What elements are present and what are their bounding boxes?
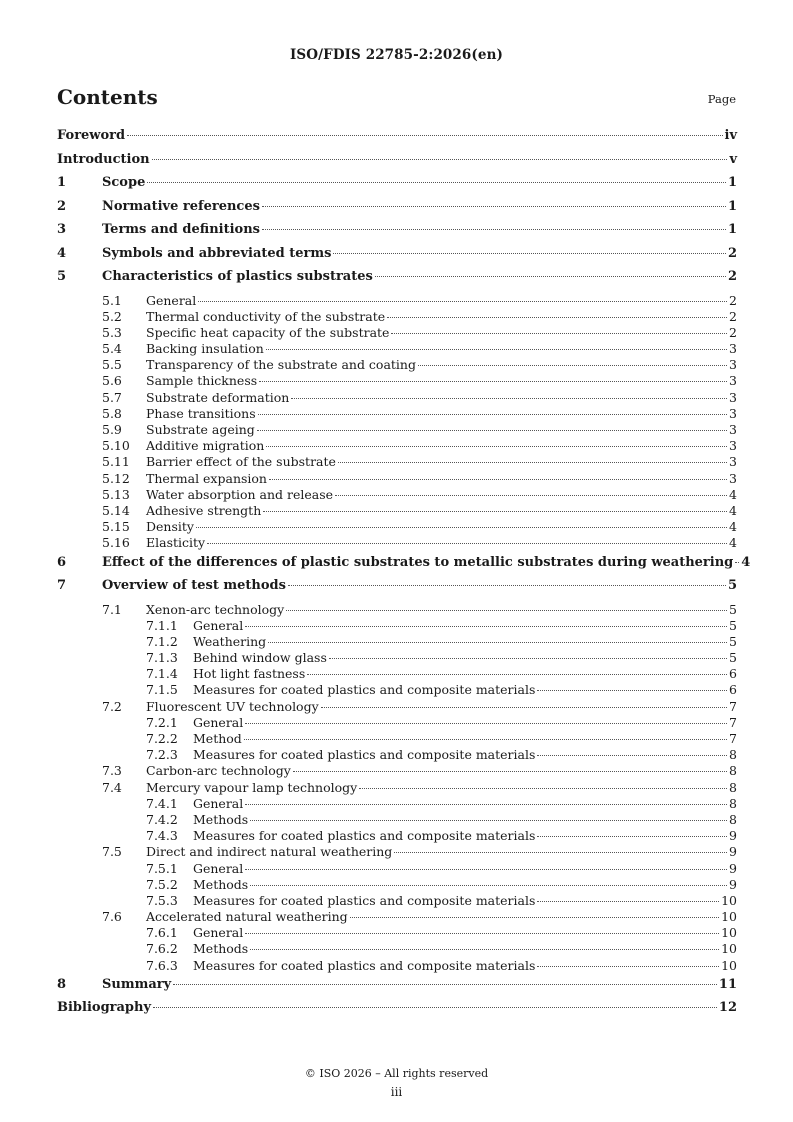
toc-entry-title[interactable]: Carbon-arc technology bbox=[146, 763, 291, 779]
toc-entry-title[interactable]: General bbox=[193, 795, 244, 811]
toc-entry-number: 6 bbox=[57, 554, 67, 570]
toc-entry[interactable] bbox=[57, 246, 737, 270]
toc-entry[interactable] bbox=[57, 828, 737, 844]
page-number: iii bbox=[390, 1085, 403, 1099]
toc-entry-number: 5.10 bbox=[102, 438, 130, 454]
toc-entry-number: 7.6.1 bbox=[146, 925, 178, 941]
toc-entry-title[interactable]: Additive migration bbox=[146, 438, 265, 454]
toc-entry[interactable] bbox=[57, 554, 751, 579]
toc-entry-page[interactable]: 5 bbox=[729, 633, 737, 649]
toc-entry-page[interactable]: 8 bbox=[729, 811, 737, 827]
toc-entry[interactable] bbox=[57, 715, 737, 731]
toc-entry-title[interactable]: General bbox=[193, 925, 244, 941]
toc-entry-number: 7.5.2 bbox=[146, 876, 178, 892]
toc-entry[interactable] bbox=[57, 893, 737, 909]
toc-entry[interactable] bbox=[57, 422, 737, 438]
toc-entry-title[interactable]: Thermal expansion bbox=[146, 470, 267, 486]
toc-entry[interactable] bbox=[57, 763, 737, 779]
toc-entry[interactable] bbox=[57, 175, 737, 199]
toc-entry-number: 5.12 bbox=[102, 470, 130, 486]
toc-entry-number: 5.1 bbox=[102, 292, 122, 308]
toc-entry[interactable] bbox=[57, 471, 737, 487]
dot-leader bbox=[537, 836, 727, 837]
dot-leader bbox=[537, 690, 727, 691]
toc-entry-page[interactable]: 10 bbox=[721, 909, 737, 925]
toc-entry-page[interactable]: 3 bbox=[729, 341, 737, 357]
toc-entry-page[interactable]: 3 bbox=[729, 470, 737, 486]
toc-entry-title[interactable]: General bbox=[193, 714, 244, 730]
toc-entry-page[interactable]: 2 bbox=[729, 308, 737, 324]
dot-leader bbox=[307, 674, 727, 675]
toc-entry-number: 2 bbox=[57, 198, 67, 214]
dot-leader bbox=[537, 966, 719, 967]
dot-leader bbox=[288, 585, 726, 586]
toc-entry-number: 7.6 bbox=[102, 909, 122, 925]
toc-entry-number: 5.2 bbox=[102, 308, 122, 324]
toc-entry-title[interactable]: Elasticity bbox=[146, 535, 206, 551]
toc-entry-number: 7.6.3 bbox=[146, 957, 178, 973]
toc-entry-title[interactable]: Fluorescent UV technology bbox=[146, 698, 319, 714]
toc-entry-number: 5.8 bbox=[102, 405, 122, 421]
toc-entry-title[interactable]: Hot light fastness bbox=[193, 666, 306, 682]
toc-entry-page[interactable]: 2 bbox=[727, 245, 737, 261]
toc-entry-page[interactable]: 2 bbox=[729, 324, 737, 340]
toc-entry[interactable] bbox=[57, 152, 737, 176]
toc-entry-page[interactable]: 8 bbox=[729, 779, 737, 795]
toc-entry-number: 5.15 bbox=[102, 519, 130, 535]
dot-leader bbox=[394, 852, 727, 853]
toc-entry[interactable] bbox=[57, 780, 737, 796]
toc-entry-number: 7.1.4 bbox=[146, 666, 178, 682]
toc-entry-page[interactable]: 10 bbox=[721, 957, 737, 973]
toc-entry[interactable] bbox=[57, 925, 737, 941]
toc-entry[interactable] bbox=[57, 682, 737, 698]
dot-leader bbox=[198, 301, 727, 302]
dot-leader bbox=[250, 949, 719, 950]
toc-entry[interactable] bbox=[57, 812, 737, 828]
toc-entry[interactable] bbox=[57, 503, 737, 519]
toc-entry-page[interactable]: 4 bbox=[729, 502, 737, 518]
toc-entry-title[interactable]: Measures for coated plastics and composite materials bbox=[193, 957, 536, 973]
toc-entry-title[interactable]: Accelerated natural weathering bbox=[146, 909, 348, 925]
toc-entry-title[interactable]: Backing insulation bbox=[146, 341, 264, 357]
dot-leader bbox=[286, 610, 727, 611]
toc-entry-number: 7.4.2 bbox=[146, 811, 178, 827]
toc-entry-title[interactable]: Thermal conductivity of the substrate bbox=[146, 308, 386, 324]
toc-entry[interactable] bbox=[57, 796, 737, 812]
toc-entry-number: 7.5.3 bbox=[146, 892, 178, 908]
dot-leader bbox=[333, 253, 725, 254]
toc-entry-title[interactable]: Methods bbox=[193, 811, 249, 827]
toc-entry-title[interactable]: Transparency of the substrate and coating bbox=[146, 357, 416, 373]
toc-entry-number: 5.11 bbox=[102, 454, 130, 470]
toc-entry-number: 7.5.1 bbox=[146, 860, 178, 876]
toc-entry[interactable] bbox=[57, 373, 737, 389]
toc-entry-page[interactable]: 5 bbox=[727, 578, 737, 593]
toc-entry-title[interactable]: General bbox=[193, 860, 244, 876]
dot-leader bbox=[250, 885, 727, 886]
toc-entry-title[interactable]: Density bbox=[146, 519, 194, 535]
dot-leader bbox=[258, 414, 727, 415]
toc-entry-page[interactable]: 3 bbox=[729, 454, 737, 470]
toc-entry-title[interactable]: Substrate ageing bbox=[146, 422, 255, 437]
toc-entry-page[interactable]: 1 bbox=[727, 198, 737, 214]
toc-entry-title[interactable]: Mercury vapour lamp technology bbox=[146, 779, 358, 795]
toc-entry-number: 5.4 bbox=[102, 341, 122, 357]
toc-entry-title[interactable]: Symbols and abbreviated terms bbox=[102, 245, 332, 261]
toc-entry-title[interactable]: Sample thickness bbox=[146, 373, 258, 389]
toc-entry-title[interactable]: Foreword bbox=[57, 128, 126, 143]
toc-entry-page[interactable]: 5 bbox=[729, 650, 737, 666]
toc-entry-page[interactable]: 9 bbox=[729, 860, 737, 876]
toc-entry[interactable] bbox=[57, 602, 737, 618]
toc-entry-page[interactable]: 2 bbox=[729, 292, 737, 308]
toc-entry-number: 7.5 bbox=[102, 844, 122, 860]
toc-entry-page[interactable]: 9 bbox=[729, 828, 737, 844]
toc-entry-number: 5.16 bbox=[102, 535, 130, 551]
toc-entry-title[interactable]: Behind window glass bbox=[193, 650, 327, 666]
toc-entry-title[interactable]: Weathering bbox=[193, 633, 267, 649]
toc-entry-title[interactable]: Methods bbox=[193, 876, 249, 892]
toc-entry-page[interactable]: 8 bbox=[729, 763, 737, 779]
dot-leader bbox=[153, 1007, 717, 1008]
dot-leader bbox=[338, 462, 727, 463]
toc-entry-number: 5.5 bbox=[102, 357, 122, 373]
toc-entry-page[interactable]: 5 bbox=[729, 617, 737, 633]
toc-entry-number: 8 bbox=[57, 976, 67, 992]
toc-entry-page[interactable]: 5 bbox=[729, 601, 737, 617]
dot-leader bbox=[359, 788, 727, 789]
toc-entry-title[interactable]: Method bbox=[193, 731, 242, 746]
toc-entry-number: 5.6 bbox=[102, 373, 122, 389]
dot-leader bbox=[244, 739, 727, 740]
toc-entry-title[interactable]: Water absorption and release bbox=[146, 486, 334, 502]
toc-entry-page[interactable]: iv bbox=[724, 128, 737, 143]
toc-entry-number: 5 bbox=[57, 269, 67, 284]
toc-entry-title[interactable]: Measures for coated plastics and composite materials bbox=[193, 682, 536, 698]
toc-entry-page[interactable]: 8 bbox=[729, 795, 737, 811]
dot-leader bbox=[321, 707, 727, 708]
toc-entry-page[interactable]: 11 bbox=[718, 976, 737, 992]
dot-leader bbox=[350, 917, 719, 918]
toc-entry-page[interactable]: 3 bbox=[729, 438, 737, 454]
toc-entry-page[interactable]: v bbox=[729, 151, 737, 167]
toc-entry-title[interactable]: Direct and indirect natural weathering bbox=[146, 844, 393, 860]
toc-entry[interactable] bbox=[57, 341, 737, 357]
toc-entry[interactable] bbox=[57, 269, 737, 293]
table-of-contents bbox=[57, 128, 751, 1024]
toc-entry-title[interactable]: Substrate deformation bbox=[146, 389, 290, 405]
toc-entry-title[interactable]: Methods bbox=[193, 941, 249, 957]
toc-entry-page[interactable]: 10 bbox=[721, 892, 737, 908]
dot-leader bbox=[245, 626, 727, 627]
toc-entry[interactable] bbox=[57, 519, 737, 535]
toc-entry-page[interactable]: 3 bbox=[729, 389, 737, 405]
toc-entry[interactable] bbox=[57, 731, 737, 747]
toc-entry-number: 7.4.1 bbox=[146, 795, 178, 811]
dot-leader bbox=[266, 446, 727, 447]
toc-entry-number: 4 bbox=[57, 245, 67, 261]
toc-entry-number: 5.9 bbox=[102, 422, 122, 437]
page-column-label: Page bbox=[707, 92, 736, 106]
toc-entry[interactable] bbox=[57, 438, 737, 454]
dot-leader bbox=[537, 755, 727, 756]
dot-leader bbox=[335, 495, 727, 496]
dot-leader bbox=[268, 642, 727, 643]
toc-entry-number: 7 bbox=[57, 578, 67, 593]
dot-leader bbox=[173, 984, 717, 985]
dot-leader bbox=[250, 820, 727, 821]
toc-entry-number: 7.3 bbox=[102, 763, 122, 779]
toc-entry-number: 5.7 bbox=[102, 389, 122, 405]
toc-entry-number: 5.13 bbox=[102, 486, 130, 502]
dot-leader bbox=[196, 527, 727, 528]
dot-leader bbox=[418, 365, 727, 366]
dot-leader bbox=[147, 182, 726, 183]
dot-leader bbox=[262, 206, 726, 207]
dot-leader bbox=[537, 901, 719, 902]
dot-leader bbox=[375, 276, 726, 277]
dot-leader bbox=[269, 479, 727, 480]
toc-entry-title[interactable]: Bibliography bbox=[57, 1000, 152, 1016]
toc-entry[interactable] bbox=[57, 390, 737, 406]
toc-entry-number: 7.1.5 bbox=[146, 682, 178, 698]
toc-entry[interactable] bbox=[57, 293, 737, 309]
toc-entry-page[interactable]: 6 bbox=[729, 682, 737, 698]
toc-entry-number: 1 bbox=[57, 175, 67, 190]
dot-leader bbox=[245, 933, 719, 934]
toc-entry[interactable] bbox=[57, 877, 737, 893]
toc-entry-title[interactable]: Terms and definitions bbox=[102, 222, 260, 237]
dot-leader bbox=[257, 430, 727, 431]
toc-entry[interactable] bbox=[57, 325, 737, 341]
dot-leader bbox=[735, 562, 739, 563]
dot-leader bbox=[391, 333, 727, 334]
toc-entry-title[interactable]: Adhesive strength bbox=[146, 502, 262, 518]
toc-entry-number: 7.2.3 bbox=[146, 747, 178, 763]
toc-entry[interactable] bbox=[57, 666, 737, 682]
toc-entry-title[interactable]: Barrier effect of the substrate bbox=[146, 454, 336, 470]
toc-entry-page[interactable]: 1 bbox=[727, 175, 737, 190]
toc-entry[interactable] bbox=[57, 958, 737, 974]
toc-entry-title[interactable]: Phase transitions bbox=[146, 405, 256, 421]
toc-entry-page[interactable]: 3 bbox=[729, 422, 737, 437]
dot-leader bbox=[387, 317, 727, 318]
toc-entry-title[interactable]: General bbox=[146, 292, 197, 308]
toc-entry[interactable] bbox=[57, 454, 737, 470]
toc-entry-number: 7.6.2 bbox=[146, 941, 178, 957]
toc-entry-page[interactable]: 7 bbox=[729, 731, 737, 746]
toc-entry[interactable] bbox=[57, 699, 737, 715]
toc-entry-page[interactable]: 8 bbox=[729, 747, 737, 763]
toc-entry-page[interactable]: 4 bbox=[741, 554, 751, 570]
toc-entry-title[interactable]: General bbox=[193, 617, 244, 633]
toc-entry[interactable] bbox=[57, 128, 737, 152]
toc-entry-page[interactable]: 9 bbox=[729, 844, 737, 860]
dot-leader bbox=[263, 511, 727, 512]
toc-entry[interactable] bbox=[57, 578, 737, 602]
toc-entry-page[interactable]: 7 bbox=[729, 714, 737, 730]
toc-entry-title[interactable]: Measures for coated plastics and composite materials bbox=[193, 828, 536, 844]
toc-entry-number: 7.2.1 bbox=[146, 714, 178, 730]
toc-entry-page[interactable]: 4 bbox=[729, 535, 737, 551]
toc-entry[interactable] bbox=[57, 487, 737, 503]
dot-leader bbox=[262, 229, 726, 230]
toc-entry-page[interactable]: 3 bbox=[729, 373, 737, 389]
toc-entry[interactable] bbox=[57, 861, 737, 877]
toc-entry-page[interactable]: 4 bbox=[729, 519, 737, 535]
toc-entry-page[interactable]: 10 bbox=[721, 925, 737, 941]
dot-leader bbox=[329, 658, 727, 659]
toc-entry[interactable] bbox=[57, 406, 737, 422]
toc-entry-number: 7.1.2 bbox=[146, 633, 178, 649]
toc-entry-number: 7.2.2 bbox=[146, 731, 178, 746]
toc-entry[interactable] bbox=[57, 618, 737, 634]
toc-entry-page[interactable]: 7 bbox=[729, 698, 737, 714]
dot-leader bbox=[245, 804, 727, 805]
toc-entry-title[interactable]: Summary bbox=[102, 976, 172, 992]
toc-entry-title[interactable]: Measures for coated plastics and composite materials bbox=[193, 747, 536, 763]
toc-entry-page[interactable]: 6 bbox=[729, 666, 737, 682]
dot-leader bbox=[266, 349, 727, 350]
toc-entry-page[interactable]: 9 bbox=[729, 876, 737, 892]
toc-entry-title[interactable]: Xenon-arc technology bbox=[146, 601, 285, 617]
toc-entry-page[interactable]: 10 bbox=[721, 941, 737, 957]
toc-entry[interactable] bbox=[57, 535, 737, 551]
toc-entry-number: 3 bbox=[57, 222, 67, 237]
toc-entry-page[interactable]: 12 bbox=[718, 1000, 737, 1016]
toc-entry-number: 7.4 bbox=[102, 779, 122, 795]
toc-entry-title[interactable]: Measures for coated plastics and composite materials bbox=[193, 892, 536, 908]
toc-entry-number: 5.3 bbox=[102, 324, 122, 340]
toc-entry-title[interactable]: Scope bbox=[102, 175, 146, 190]
dot-leader bbox=[293, 771, 727, 772]
toc-entry[interactable] bbox=[57, 222, 737, 246]
dot-leader bbox=[245, 723, 727, 724]
toc-entry-number: 7.1.3 bbox=[146, 650, 178, 666]
toc-entry[interactable] bbox=[57, 844, 737, 860]
dot-leader bbox=[291, 398, 727, 399]
toc-entry-number: 7.4.3 bbox=[146, 828, 178, 844]
dot-leader bbox=[207, 543, 727, 544]
copyright-footer: © ISO 2026 – All rights reserved bbox=[304, 1067, 489, 1080]
dot-leader bbox=[245, 869, 727, 870]
toc-entry[interactable] bbox=[57, 941, 737, 957]
toc-entry[interactable] bbox=[57, 199, 737, 223]
toc-entry[interactable] bbox=[57, 977, 737, 1001]
toc-entry[interactable] bbox=[57, 909, 737, 925]
toc-entry-number: 7.1 bbox=[102, 601, 122, 617]
toc-entry-title[interactable]: Introduction bbox=[57, 151, 150, 167]
toc-entry-title[interactable]: Effect of the differences of plastic substrates to metallic substrates during weathering bbox=[102, 554, 734, 570]
toc-entry-page[interactable]: 3 bbox=[729, 357, 737, 373]
toc-entry-page[interactable]: 1 bbox=[727, 222, 737, 237]
toc-entry-number: 7.2 bbox=[102, 698, 122, 714]
toc-entry[interactable] bbox=[57, 650, 737, 666]
toc-entry[interactable] bbox=[57, 1000, 737, 1024]
toc-entry-number: 5.14 bbox=[102, 502, 130, 518]
dot-leader bbox=[259, 381, 727, 382]
toc-entry-title[interactable]: Specific heat capacity of the substrate bbox=[146, 324, 390, 340]
toc-entry-title[interactable]: Normative references bbox=[102, 198, 260, 214]
toc-entry[interactable] bbox=[57, 357, 737, 373]
toc-entry[interactable] bbox=[57, 747, 737, 763]
toc-entry-title[interactable]: Overview of test methods bbox=[102, 578, 286, 593]
contents-title: Contents bbox=[57, 85, 158, 109]
dot-leader bbox=[152, 159, 728, 160]
toc-entry-page[interactable]: 2 bbox=[727, 269, 737, 284]
document-header: ISO/FDIS 22785-2:2026(en) bbox=[289, 47, 503, 63]
dot-leader bbox=[127, 135, 722, 136]
toc-entry-title[interactable]: Characteristics of plastics substrates bbox=[102, 269, 373, 284]
toc-entry-page[interactable]: 4 bbox=[729, 486, 737, 502]
toc-entry-page[interactable]: 3 bbox=[729, 405, 737, 421]
toc-entry[interactable] bbox=[57, 309, 737, 325]
toc-entry[interactable] bbox=[57, 634, 737, 650]
toc-entry-number: 7.1.1 bbox=[146, 617, 178, 633]
